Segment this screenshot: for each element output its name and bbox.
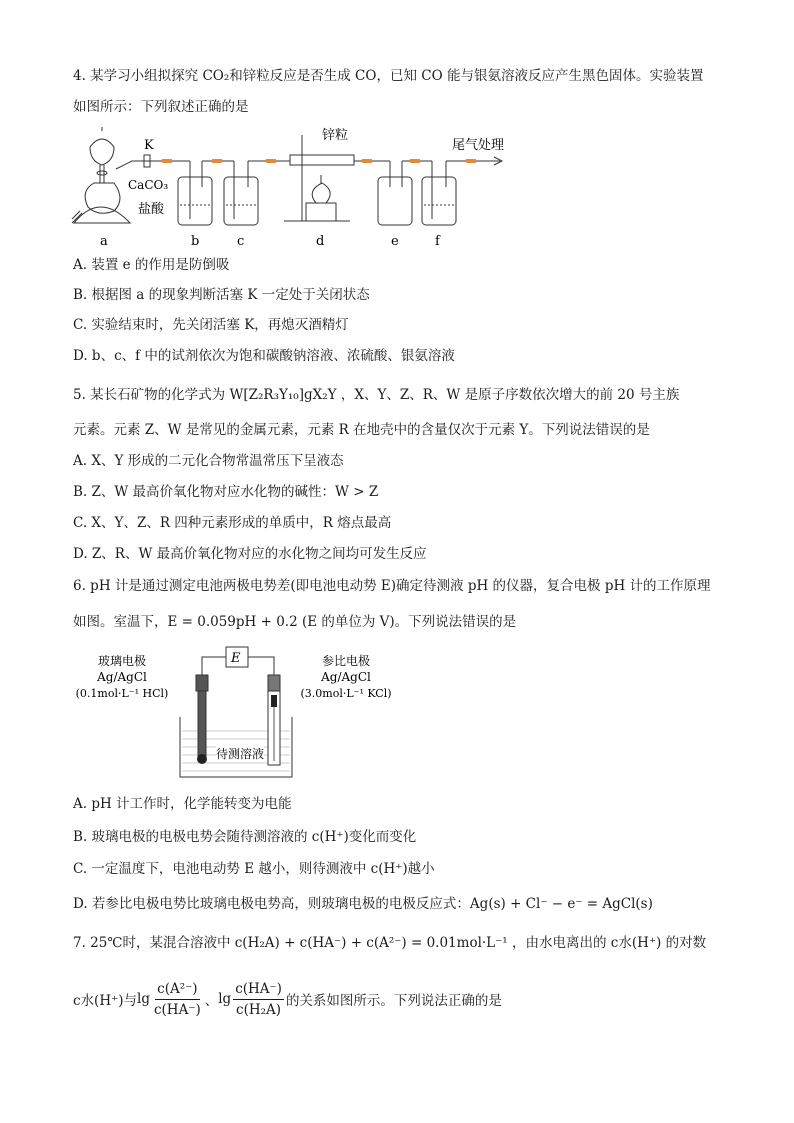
letter-a: a xyxy=(100,234,108,249)
q4-stem-line2: 如图所示：下列叙述正确的是 xyxy=(73,99,249,115)
ref-electrode-title: 参比电极 xyxy=(321,654,371,668)
letter-f: f xyxy=(435,234,440,249)
q7-stem-mid: ，由水电离出的 xyxy=(511,935,607,951)
label-test-solution: 待测溶液 xyxy=(215,747,265,761)
letter-c: c xyxy=(237,234,245,249)
q7-stem-line2 xyxy=(73,975,502,1023)
q4-option-c: C. 实验结束时，先关闭活塞 K，再熄灭酒精灯 xyxy=(73,317,349,333)
q5-option-a: A. X、Y 形成的二元化合物常温常压下呈液态 xyxy=(73,453,344,469)
q5-option-b: B. Z、W 最高价氧化物对应水化物的碱性：W > Z xyxy=(73,484,379,500)
label-tail-gas: 尾气处理 xyxy=(452,138,505,153)
q7-frac1-num: c(A²⁻) xyxy=(155,979,199,1000)
letter-e: e xyxy=(391,234,399,249)
letter-d: d xyxy=(316,234,325,249)
q7-fraction-2 xyxy=(233,979,284,1020)
q7-lg-1: lg xyxy=(137,991,150,1007)
q6-option-b: B. 玻璃电极的电极电势会随待测溶液的 c(H⁺)变化而变化 xyxy=(73,829,417,845)
q7-frac2-den: c(H₂A) xyxy=(236,1001,282,1018)
q7-c-water: c水(H⁺) xyxy=(610,935,662,951)
letter-b: b xyxy=(191,234,200,249)
q5-option-c: C. X、Y、Z、R 四种元素形成的单质中，R 熔点最高 xyxy=(73,515,392,531)
label-E: E xyxy=(231,651,241,666)
q6-stem-line1: 6. pH 计是通过测定电池两极电势差(即电池电动势 E)确定待测液 pH 的仪器，复合电极 pH 计的工作原理 xyxy=(73,578,711,594)
q5-option-d: D. Z、R、W 最高价氧化物对应的水化物之间均可发生反应 xyxy=(73,546,427,562)
q7-separator: 、 xyxy=(204,993,219,1009)
q6-option-d: D. 若参比电极电势比玻璃电极电势高，则玻璃电极的电极反应式：Ag(s) + Cl⁻ − e⁻ = AgCl(s) xyxy=(73,896,653,912)
q7-stem-line1 xyxy=(73,933,706,953)
glass-electrode-sub: Ag/AgCl xyxy=(97,670,147,684)
q6-stem-line2: 如图。室温下，E = 0.059pH + 0.2 (E 的单位为 V)。下列说法错误的是 xyxy=(73,614,517,630)
q5-stem-line2: 元素。元素 Z、W 是常见的金属元素，元素 R 在地壳中的含量仅次于元素 Y。下列说法错误的是 xyxy=(73,422,650,438)
q7-stem-line2-post: 的关系如图所示。下列说法正确的是 xyxy=(285,993,502,1009)
q6-option-a: A. pH 计工作时，化学能转变为电能 xyxy=(73,796,292,812)
q4-option-b: B. 根据图 a 的现象判断活塞 K 一定处于关闭状态 xyxy=(73,287,370,303)
q7-lg-2: lg xyxy=(218,991,232,1007)
q4-option-d: D. b、c、f 中的试剂依次为饱和碳酸钠溶液、浓硫酸、银氨溶液 xyxy=(73,348,455,364)
q6-ph-meter-figure xyxy=(70,645,410,785)
ref-electrode-conc: (3.0mol·L⁻¹ KCl) xyxy=(300,687,392,700)
glass-electrode-conc: (0.1mol·L⁻¹ HCl) xyxy=(75,687,169,700)
label-caco3: CaCO₃ xyxy=(128,178,169,192)
q6-option-c: C. 一定温度下，电池电动势 E 越小，则待测液中 c(H⁺)越小 xyxy=(73,861,435,877)
q4-stem-line1: 4. 某学习小组拟探究 CO₂和锌粒反应是否生成 CO，已知 CO 能与银氨溶液反应产生黑色固体。实验装置 xyxy=(73,68,704,84)
label-hcl: 盐酸 xyxy=(138,202,165,217)
ref-electrode-sub: Ag/AgCl xyxy=(321,670,371,684)
q4-option-a: A. 装置 e 的作用是防倒吸 xyxy=(73,257,230,273)
q7-fraction-1 xyxy=(152,979,203,1020)
q7-stem-pre: 7. 25℃时，某混合溶液中 xyxy=(73,935,231,951)
q7-frac2-num: c(HA⁻) xyxy=(233,979,284,1000)
q5-stem-line1 xyxy=(73,385,679,405)
q4-apparatus-figure xyxy=(70,125,520,250)
q7-stem-end: 的对数 xyxy=(665,935,707,951)
q7-c-water-2: c水(H⁺)与 xyxy=(73,993,137,1009)
q5-stem-pre: 5. 某长石矿物的化学式为 xyxy=(73,387,226,403)
q7-frac1-den: c(HA⁻) xyxy=(153,1001,201,1018)
glass-electrode-title: 玻璃电极 xyxy=(97,654,147,668)
q7-equation: c(H₂A) + c(HA⁻) + c(A²⁻) = 0.01mol·L⁻¹ xyxy=(234,935,508,951)
q5-formula: W[Z₂R₃Y₁₀]ɡX₂Y xyxy=(229,387,337,403)
label-K: K xyxy=(144,138,154,153)
q5-stem-post: ，X、Y、Z、R、W 是原子序数依次增大的前 20 号主族 xyxy=(340,387,680,403)
label-zinc: 锌粒 xyxy=(322,128,349,143)
